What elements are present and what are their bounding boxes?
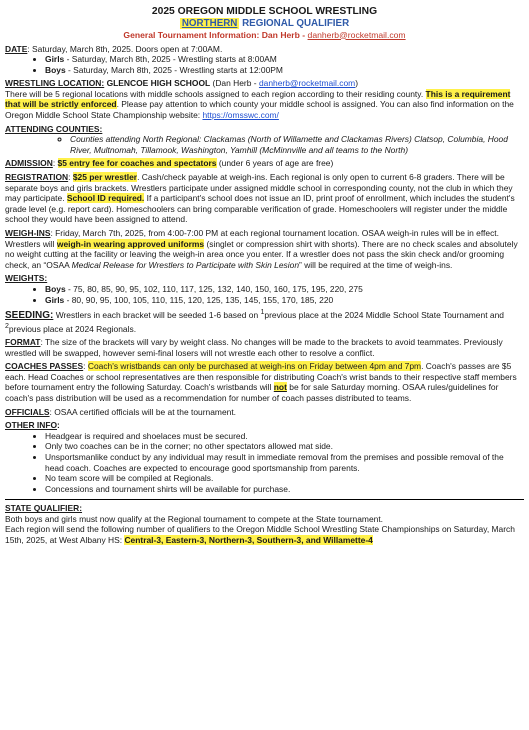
seeding-text-1: Wrestlers in each bracket will be seeded 1-6 based on	[53, 309, 261, 320]
admission-label: ADMISSION	[5, 158, 53, 169]
state-text-1: Both boys and girls must now qualify at the Regional tournament to compete at the State tournament.	[5, 513, 384, 524]
region-heading	[5, 18, 524, 30]
location-email-link[interactable]: danherb@rocketmail.com	[258, 78, 356, 89]
location-contact-end: )	[355, 78, 359, 89]
weights-list	[5, 284, 524, 305]
general-info-label: General Tournament Information: Dan Herb -	[123, 29, 308, 40]
school-id-highlight: School ID required.	[66, 193, 145, 204]
region-name: NORTHERN	[181, 18, 238, 29]
date-item-boys-text: - Saturday, March 8th, 2025 - Wrestling starts at 12:00PM	[65, 64, 283, 75]
other-info-list	[5, 431, 524, 495]
other-info-label-end: :	[57, 420, 60, 431]
seeding-superscript-2: 2	[5, 322, 9, 330]
date-item-girls-label: Girls	[45, 54, 65, 65]
format-section	[5, 337, 524, 358]
other-info-section	[5, 420, 524, 494]
date-item-boys-label: Boys	[45, 64, 66, 75]
coaches-label-sep: :	[83, 361, 88, 372]
admission-text: (under 6 years of age are free)	[216, 158, 334, 169]
seeding-text-2: previous place at the 2024 Middle School State Tournament and	[264, 309, 504, 320]
location-text-1: There will be 5 regional locations with middle schools assigned to each region according to their residing county.	[5, 88, 426, 99]
weighins-text-3: ” will be required at the time of weigh-ins.	[299, 259, 453, 270]
date-item-boys	[45, 65, 524, 76]
counties-label: ATTENDING COUNTIES:	[5, 123, 103, 134]
weights-section	[5, 273, 524, 305]
list-item: • Concessions and tournament shirts will be available for purchase.	[45, 484, 524, 495]
seeding-section	[5, 308, 524, 334]
location-label: WRESTLING LOCATION:	[5, 78, 105, 89]
weights-boys-values: - 75, 80, 85, 90, 95, 102, 110, 117, 125, 132, 140, 150, 160, 175, 195, 220, 275	[65, 283, 363, 294]
weights-girls-values: - 80, 90, 95, 100, 105, 110, 115, 120, 125, 135, 145, 155, 170, 185, 220	[64, 294, 334, 305]
weights-item-boys	[45, 284, 524, 295]
coaches-section	[5, 361, 524, 403]
website-link[interactable]: https://omsswc.com/	[202, 110, 279, 121]
location-requirement-highlight: This is a requirement that will be strictly enforced	[5, 88, 511, 110]
location-venue: GLENCOE HIGH SCHOOL	[104, 78, 211, 89]
weighins-label: WEIGH-INS	[5, 228, 51, 238]
admission-fee-highlight: $5 entry fee for coaches and spectators	[57, 158, 217, 169]
format-text: : The size of the brackets will vary by weight class. No changes will be made to the brackets to avoid teammates. Previously wrestled will be swapped, however semi-final losers will not wrestle each other to resolve a conflict.	[5, 336, 503, 358]
document-title: 2025 OREGON MIDDLE SCHOOL WRESTLING	[151, 6, 378, 17]
region-heading-rest: REGIONAL QUALIFIER	[239, 18, 350, 29]
list-item: • Unsportsmanlike conduct by any individual may result in immediate removal from the premises and possible removal of the head coach. Coaches are expected to encourage good sportsmanship from parents.	[45, 452, 524, 473]
qualifier-counts-highlight: Central-3, Eastern-3, Northern-3, Southern-3, and Willamette-4	[124, 535, 373, 546]
date-text: : Saturday, March 8th, 2025. Doors open at 7:00AM.	[27, 43, 223, 54]
weights-girls-label: Girls	[45, 294, 65, 305]
officials-section	[5, 407, 524, 418]
seeding-label: SEEDING:	[5, 309, 54, 321]
coaches-text-1: . Coach's passes are $5 each. Head Coaches or school representatives are then responsible for distributing Coach's wrist bands to their respective staff members before tournament entry the following Saturday. Coach's wristbands will	[5, 361, 517, 393]
date-label: DATE	[5, 43, 28, 54]
counties-list	[5, 134, 524, 155]
registration-section: REGISTRATION: $25 per wrestler. Cash/check payable at weigh-ins. Each regional is only open to current 6-8 graders. There will be separate boys and girls brackets. Wrestlers participate under assigned middle school in corresponding county, not the club in which they may participate. School ID required. If a participant's school does not issue an ID, print proof of enrollment, which includes the student's grade level (e.g. report card). Homeschoolers can bring comparable verification of grade. Homeschoolers will register under the middle school they would have been assigned to attend.	[5, 172, 515, 225]
admission-section: ADMISSION: $5 entry fee for coaches and spectators (under 6 years of age are free)	[5, 158, 334, 169]
divider	[5, 499, 524, 500]
registration-text-2: If a participant's school does not issue an ID, print proof of enrollment, which includes the student's grade level (e.g. report card). Homeschoolers can bring comparable verification of grade. Homeschoolers will register under the middle school they would have been assigned to attend.	[5, 193, 515, 225]
location-text-2: . Please pay attention to which county your middle school is assigned. You can also find information on the Oregon Middle School State Championship website:	[5, 99, 514, 121]
weighins-text-2: (singlet or compression shirt with shorts). There are no check scales and absolutely no weight cutting at the facility or leaving the weigh-in area once you enter. If a wrestler does not pass the skin check and/or grooming check, an “OSAA	[5, 238, 518, 270]
location-section	[5, 78, 524, 120]
state-qualifier-label: STATE QUALIFIER:	[5, 503, 83, 514]
list-item: • No team score will be compiled at Regionals.	[45, 473, 524, 484]
not-highlight: not	[273, 382, 287, 393]
date-section	[5, 44, 524, 76]
counties-item: ◦ Counties attending North Regional: Clackamas (North of Willamette and Clackamas Rivers) Clatsop, Columbia, Hood River, Multnomah, Tillamook, Washington, Yamhill (McMinnville and all teams to the North)	[70, 134, 524, 155]
medical-release-title: Medical Release for Wrestlers to Participate with Skin Lesion	[71, 259, 300, 270]
date-item-girls-text: - Saturday, March 8th, 2025 - Wrestling starts at 8:00AM	[64, 54, 277, 65]
weighins-section	[5, 228, 524, 270]
officials-text: : OSAA certified officials will be at the tournament.	[49, 406, 237, 417]
list-item: • Headgear is required and shoelaces must be secured.	[45, 431, 524, 442]
registration-fee-highlight: $25 per wrestler	[72, 172, 138, 183]
registration-text-1: . Cash/check payable at weigh-ins. Each regional is only open to current 6-8 graders. There will be separate boys and girls brackets. Wrestlers participate under assigned middle school in corresponding county, not the club in which they may participate.	[5, 172, 513, 204]
seeding-superscript-1: 1	[260, 309, 265, 317]
counties-section	[5, 124, 524, 156]
date-list	[5, 54, 524, 75]
general-info-email-link[interactable]: danherb@rocketmail.com	[307, 29, 406, 40]
coaches-text-2: be for sale Saturday morning. OSAA rules/guidelines for coach's pass distribution will be used as a recommendation for number of coach passes distributed to teams.	[5, 382, 499, 403]
weights-boys-label: Boys	[45, 283, 66, 294]
coaches-label: COACHES PASSES	[5, 361, 84, 372]
officials-label: OFFICIALS	[5, 406, 50, 417]
date-item-girls	[45, 54, 524, 65]
format-label: FORMAT	[5, 336, 41, 347]
general-info-line	[5, 30, 524, 41]
seeding-text-3: previous place at 2024 Regionals.	[8, 323, 137, 334]
registration-label: REGISTRATION	[5, 172, 69, 183]
state-qualifier-section	[5, 503, 524, 545]
location-contact: (Dan Herb -	[210, 78, 259, 89]
state-text-2: Each region will send the following number of qualifiers to the Oregon Middle School Wrestling State Championships on Saturday, March 15th, 2025, at West Albany HS:	[5, 524, 515, 546]
wristband-highlight: Coach's wristbands can only be purchased at weigh-ins on Friday between 4pm and 7pm	[87, 361, 422, 372]
other-info-label: OTHER INFO	[5, 420, 58, 431]
weights-item-girls	[45, 295, 524, 306]
weights-label: WEIGHTS:	[5, 273, 48, 284]
list-item: • Only two coaches can be in the corner; no other spectators allowed mat side.	[45, 441, 524, 452]
weighins-text-1: : Friday, March 7th, 2025, from 4:00-7:00 PM at each regional tournament location. OSAA weigh-in rules will be in effect. Wrestlers will	[5, 228, 499, 249]
uniform-highlight: weigh-in wearing approved uniforms	[56, 238, 205, 249]
